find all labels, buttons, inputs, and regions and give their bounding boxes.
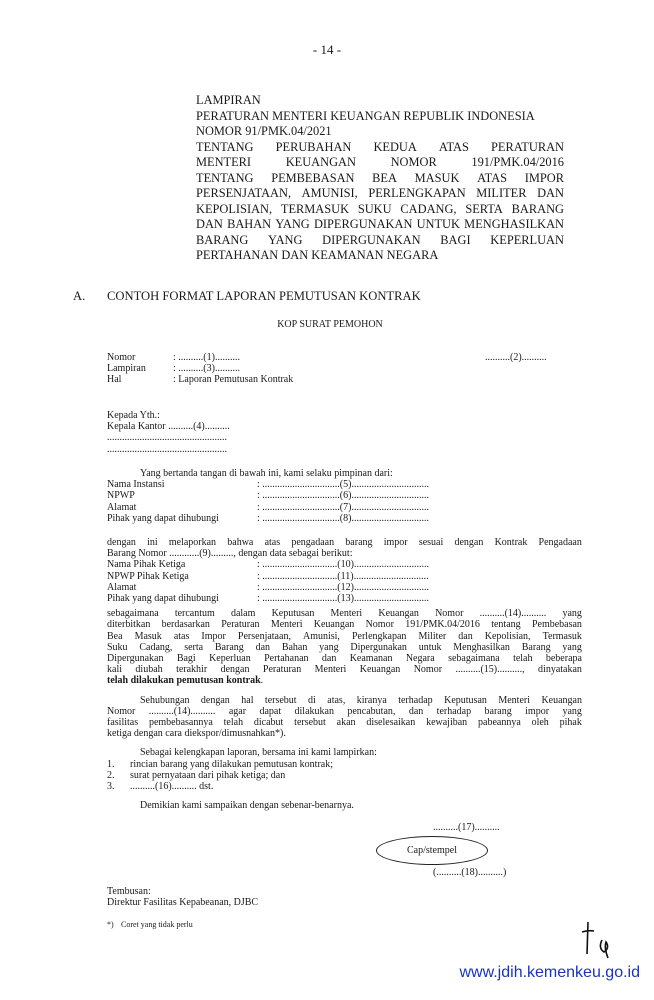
field-value: : ...............................(5)............................... [257, 479, 429, 491]
word: Nomor [435, 608, 464, 620]
word: fasilitas [107, 717, 139, 729]
word: yang [562, 705, 582, 717]
word: ..........(15).........., [455, 664, 525, 676]
field-label: Pihak yang dapat dihubungi [107, 512, 219, 524]
word: SUKU [357, 201, 392, 216]
letter-meta [107, 352, 293, 386]
header-line: LAMPIRAN [196, 93, 261, 107]
word: Menteri [314, 664, 347, 676]
stamp-label: Cap/stempel [407, 844, 457, 856]
word: akan [336, 717, 356, 729]
attach-intro: Sebagai kelengkapan laporan, bersama ini kami lampirkan: [140, 747, 377, 759]
word: dengan [107, 537, 136, 548]
cc-recipient: Direktur Fasilitas Kepabeanan, DJBC [107, 897, 259, 909]
word: Cadang, [139, 641, 173, 653]
word: dengan [200, 694, 230, 706]
word: Keuangan [313, 619, 355, 631]
word: CADANG, [400, 201, 457, 216]
word: Sehubungan [140, 694, 190, 706]
word: bahwa [227, 537, 254, 548]
word: DAN [196, 217, 223, 231]
para-line [107, 608, 582, 619]
word: yang [562, 641, 582, 653]
word: Keuangan [541, 694, 582, 706]
word: Bahan [281, 641, 308, 653]
word: Keuangan [378, 608, 419, 620]
attachments-list [107, 759, 582, 793]
para-line [107, 653, 582, 664]
word: Pengadaan [538, 537, 582, 548]
cc-label: Tembusan: [107, 886, 151, 897]
word: diterbitkan [107, 619, 151, 631]
field-value: : ..............................(13).............................. [257, 593, 429, 605]
word: terhadap [398, 694, 433, 706]
field-label: NPWP Pihak Ketiga [107, 570, 189, 582]
word: yang [562, 608, 582, 620]
header-line [196, 217, 564, 233]
word: dilakukan [294, 705, 334, 717]
field-value: : ..............................(11).............................. [257, 570, 429, 582]
para-line [107, 706, 582, 717]
recipient-line: ................................................ [107, 443, 227, 455]
word: Menteri [330, 608, 363, 620]
word: Persenjataan, [237, 630, 291, 642]
word: sebagaimana [448, 653, 500, 665]
word: pihak [559, 717, 582, 729]
word: barang [484, 705, 512, 717]
field-label: Nama Pihak Ketiga [107, 559, 186, 571]
word: telah [223, 717, 244, 729]
footer-url[interactable]: www.jdih.kemenkeu.go.id [459, 964, 640, 981]
word: untuk [418, 641, 442, 653]
word: atas [173, 630, 190, 642]
report-line: Barang Nomor ............(9)........., dengan data sebagai berikut: [107, 548, 353, 560]
kop-surat: KOP SURAT PEMOHON [277, 319, 383, 330]
word: KEDUA [373, 139, 417, 154]
recipient-line: Kepala Kantor ..........(4).......... [107, 421, 230, 433]
word: TENTANG [196, 170, 254, 185]
word: PEMBEBASAN [271, 170, 355, 185]
word: Masuk [134, 630, 162, 642]
word: atas [264, 537, 281, 548]
word: Menteri [270, 619, 303, 631]
word: YANG [268, 232, 303, 247]
para-line [107, 631, 582, 642]
word: PERUBAHAN [275, 139, 352, 154]
word: ini [147, 537, 158, 548]
word: Menghasilkan [453, 641, 510, 653]
word: dan [321, 653, 337, 665]
list-number: 1. [107, 758, 115, 770]
page-number: - 14 - [312, 42, 342, 57]
word: telah [513, 653, 533, 665]
word: ..........(14).......... [479, 608, 547, 620]
word: NOMOR [390, 155, 437, 169]
word: tersebut [264, 694, 297, 706]
word: diselesaikan [366, 717, 416, 729]
meta-value: : ..........(1).......... [173, 352, 240, 363]
place-date: ..........(2).......... [485, 352, 547, 363]
word: dengan [454, 537, 484, 548]
word: ..........(14).......... [148, 705, 216, 717]
section-title: CONTOH FORMAT LAPORAN PEMUTUSAN KONTRAK [107, 289, 421, 303]
word: Bagi [176, 653, 196, 665]
word: KEPOLISIAN, [196, 201, 273, 216]
field-value: : ...............................(8)............................... [257, 512, 429, 524]
para-line [107, 717, 582, 728]
field-label: Alamat [107, 501, 137, 513]
regulation-header [196, 93, 564, 264]
meta-label: Hal [107, 374, 122, 386]
para-line [107, 642, 582, 653]
word: Dipergunakan [107, 653, 164, 665]
header-line [196, 202, 564, 218]
word: sesuai [418, 537, 444, 548]
word: MASUK [414, 170, 460, 185]
paraf-signature-icon [578, 918, 618, 960]
word: ATAS [477, 170, 508, 185]
list-item: ..........(16).......... dst. [130, 781, 214, 793]
word: dan [408, 705, 424, 717]
word: Perlengkapan [351, 630, 407, 642]
word: atas, [327, 694, 346, 706]
word: MILITER [476, 186, 527, 200]
word: tercantum [174, 608, 215, 620]
word: pembebasannya [148, 717, 213, 729]
word: agar [228, 705, 247, 717]
word: dan [458, 630, 473, 642]
conclusion-bold: telah dilakukan pemutusan kontrak [107, 675, 261, 687]
word: BAGI [440, 232, 471, 247]
word: BEA [372, 170, 397, 185]
word: sebagaimana [107, 608, 159, 620]
closing-text: Demikian kami sampaikan dengan sebenar-benarnya. [140, 800, 354, 812]
word: Menteri [498, 694, 530, 706]
field-label: Pihak yang dapat dihubungi [107, 593, 219, 605]
section-letter: A. [73, 289, 86, 303]
word: hal [241, 694, 254, 706]
word: PERLENGKAPAN [368, 186, 466, 200]
word: Nomor [413, 664, 443, 676]
word: Dipergunakan [350, 641, 407, 653]
report-body [107, 537, 582, 811]
meta-value: : Laporan Pemutusan Kontrak [173, 374, 294, 386]
word: SERTA [465, 201, 503, 216]
word: Impor [201, 630, 226, 642]
para-end: . [260, 675, 264, 687]
recipient-line: Kepada Yth.: [107, 410, 160, 421]
field-value: : ..............................(10).............................. [257, 559, 429, 571]
word: Bea [107, 630, 123, 642]
word: Peraturan [221, 619, 260, 631]
word: dicabut [253, 717, 284, 729]
para-line [107, 664, 582, 675]
word: Pembebasan [531, 619, 582, 631]
word: kewajiban [426, 717, 468, 729]
word: yang [319, 641, 339, 653]
word: melaporkan [168, 537, 217, 548]
word: beberapa [545, 653, 582, 665]
header-line [196, 155, 564, 171]
word: Suku [107, 641, 128, 653]
word: TENTANG [196, 139, 254, 154]
section-heading [73, 289, 421, 304]
word: DAN [537, 186, 564, 200]
word: pabeannya [478, 717, 521, 729]
list-number: 2. [107, 769, 115, 781]
word: Keperluan [209, 653, 251, 665]
header-line: NOMOR 91/PMK.04/2021 [196, 124, 332, 138]
word: DIPERGUNAKAN [322, 232, 421, 247]
word: Negara [405, 653, 435, 665]
word: Keputusan [271, 608, 315, 620]
word: Kontrak [494, 537, 528, 548]
word: di [308, 694, 316, 706]
word: BARANG [511, 201, 564, 216]
signer-name: (..........(18)..........) [433, 867, 507, 878]
word: Nomor [107, 705, 136, 717]
word: dinyatakan [538, 664, 582, 676]
intro-text: Yang bertanda tangan di bawah ini, kami selaku pimpinan dari: [140, 468, 393, 479]
word: pengadaan [291, 537, 335, 548]
word: Peraturan [262, 664, 302, 676]
word: terakhir [176, 664, 208, 676]
header-line [196, 171, 564, 187]
footnote-mark: *) [107, 920, 114, 929]
word: BAHAN [227, 217, 272, 231]
word: tersebut [294, 717, 326, 729]
list-item: surat pernyataan dari pihak ketiga; dan [130, 769, 286, 781]
report-line [107, 537, 582, 548]
word: Keputusan [444, 694, 487, 706]
word: Kepolisian, [484, 630, 531, 642]
word: KEPERLUAN [490, 232, 564, 247]
word: kiranya [356, 694, 387, 706]
para-line [107, 619, 582, 630]
word: MENTERI [196, 155, 252, 169]
field-label: Nama Instansi [107, 479, 165, 491]
word: dapat [259, 705, 282, 717]
footnote-text: Coret yang tidak perlu [121, 920, 193, 929]
word: 191/PMK.04/2016 [405, 619, 480, 631]
word: dengan [220, 664, 250, 676]
word: pencabutan, [347, 705, 396, 717]
field-value: : ...............................(6)............................... [257, 490, 429, 502]
word: serta [184, 641, 204, 653]
header-line: PERATURAN MENTERI KEUANGAN REPUBLIK INDONESIA [196, 108, 535, 123]
word: PERSENJATAAN, [196, 186, 292, 200]
word: YANG [275, 217, 310, 231]
word: IMPOR [524, 170, 564, 185]
word: Keuangan [359, 664, 401, 676]
footnote [107, 920, 193, 929]
word: Pertahanan [264, 653, 309, 665]
recipient [107, 410, 230, 455]
word: Termasuk [542, 630, 582, 642]
signer-position: ..........(17).......... [433, 822, 500, 833]
word: Amunisi, [302, 630, 340, 642]
header-line: PERTAHANAN DAN KEAMANAN NEGARA [196, 248, 439, 262]
header-line [196, 140, 564, 156]
word: dalam [230, 608, 256, 620]
word: impor [383, 537, 408, 548]
word: Nomor [365, 619, 394, 631]
word: tentang [491, 619, 521, 631]
para-line [107, 695, 582, 706]
field-label: Alamat [107, 581, 137, 593]
field-value: : ..............................(12).............................. [257, 581, 429, 593]
meta-label: Nomor [107, 352, 136, 363]
word: PERATURAN [491, 139, 564, 154]
word: berdasarkan [161, 619, 210, 631]
word: KEUANGAN [285, 155, 356, 169]
word: diubah [135, 664, 163, 676]
word: ATAS [438, 139, 469, 154]
word: MENGHASILKAN [464, 217, 564, 231]
word: oleh [531, 717, 549, 729]
word: TERMASUK [280, 201, 350, 216]
word: Barang [521, 641, 551, 653]
word: impor [525, 705, 550, 717]
meta-label: Lampiran [107, 363, 146, 375]
recipient-line: ................................................ [107, 432, 227, 444]
word: UNTUK [416, 217, 460, 231]
word: BARANG [196, 232, 249, 247]
word: Militer [418, 630, 447, 642]
word: kali [107, 664, 122, 676]
carbon-copy [107, 886, 258, 908]
list-item: rincian barang yang dilakukan pemutusan kontrak; [130, 758, 333, 770]
stamp-oval [376, 836, 488, 865]
header-line [196, 233, 564, 249]
header-line [196, 186, 564, 202]
word: Keamanan [349, 653, 393, 665]
word: terhadap [436, 705, 472, 717]
list-number: 3. [107, 781, 115, 793]
word: dan [255, 641, 271, 653]
word: Barang [214, 641, 244, 653]
meta-value: : ..........(3).......... [173, 363, 240, 375]
word: AMUNISI, [301, 186, 358, 200]
word: DIPERGUNAKAN [313, 217, 413, 231]
field-value: : ...............................(7)............................... [257, 501, 429, 513]
applicant-section [107, 468, 582, 524]
field-label: NPWP [107, 490, 135, 502]
word: 191/PMK.04/2016 [471, 155, 564, 169]
word: barang [345, 537, 373, 548]
para-line: ketiga dengan cara diekspor/dimusnahkan*). [107, 728, 286, 740]
